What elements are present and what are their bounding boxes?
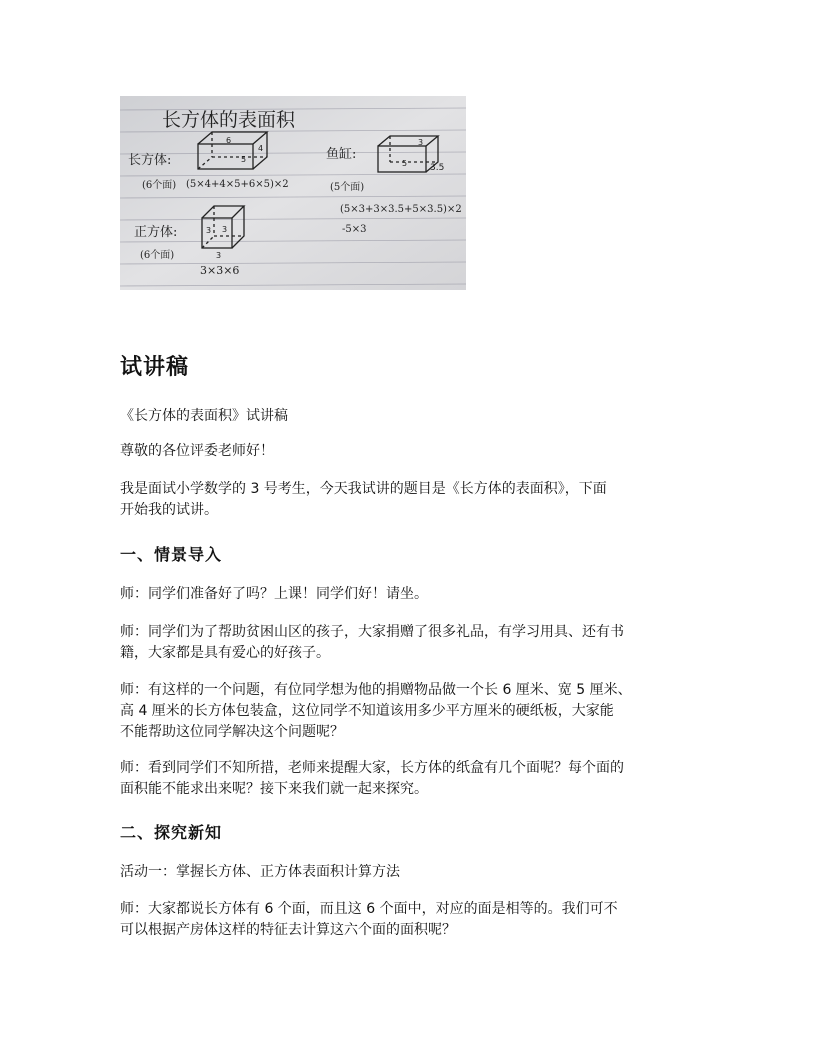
cuboid-faces: (6个面) — [142, 180, 177, 191]
paragraph-teacher-3-line-2: 高 4 厘米的长方体包装盒，这位同学不知道该用多少平方厘米的硬纸板，大家能 — [120, 703, 614, 719]
cube-dim-width: 3 — [222, 225, 228, 234]
cube-dim-length: 3 — [216, 251, 222, 260]
fish-tank-label: 鱼缸: — [326, 147, 357, 162]
cube-label: 正方体: — [134, 225, 178, 240]
paragraph-teacher-5-line-2: 可以根据产房体这样的特征去计算这六个面的面积呢？ — [120, 922, 456, 938]
cube-formula: 3×3×6 — [200, 264, 240, 277]
notes-drawing — [120, 96, 466, 290]
notes-heading: 长方体的表面积 — [162, 109, 296, 131]
paragraph-teacher-2-line-2: 籍，大家都是具有爱心的好孩子。 — [120, 645, 330, 661]
paragraph-activity-1: 活动一：掌握长方体、正方体表面积计算方法 — [120, 864, 400, 880]
fish-tank-faces: (5个面) — [330, 182, 365, 193]
cube-dim-height: 3 — [206, 226, 212, 235]
cuboid-label: 长方体: — [128, 153, 172, 168]
fish-tank-dim-length: 5 — [402, 159, 408, 168]
cuboid-dim-length: 6 — [226, 136, 232, 145]
paragraph-teacher-4-line-1: 师：看到同学们不知所措，老师来提醒大家，长方体的纸盒有几个面呢？每个面的 — [120, 760, 624, 776]
paragraph-lecture-title: 《长方体的表面积》试讲稿 — [120, 408, 288, 424]
section-heading-1: 一、情景导入 — [120, 545, 223, 564]
paragraph-teacher-2-line-1: 师：同学们为了帮助贫困山区的孩子，大家捐赠了很多礼品，有学习用具、还有书 — [120, 624, 624, 640]
cuboid-dim-width: 5 — [241, 155, 247, 164]
paragraph-teacher-1: 师：同学们准备好了吗？上课！同学们好！请坐。 — [120, 586, 428, 602]
page-title: 试讲稿 — [120, 355, 190, 380]
handwritten-notes-photo — [120, 96, 466, 290]
cuboid-dim-height: 4 — [258, 144, 264, 153]
paragraph-teacher-4-line-2: 面积能不能求出来呢？接下来我们就一起来探究。 — [120, 781, 428, 797]
paragraph-teacher-5-line-1: 师：大家都说长方体有 6 个面，而且这 6 个面中，对应的面是相等的。我们可不 — [120, 901, 618, 917]
fish-tank-formula-2: -5×3 — [342, 224, 367, 235]
fish-tank-dim-width: 3 — [418, 138, 424, 147]
paragraph-greeting: 尊敬的各位评委老师好！ — [120, 443, 274, 459]
section-heading-2: 二、探究新知 — [120, 823, 223, 842]
paragraph-intro-line-1: 我是面试小学数学的 3 号考生，今天我试讲的题目是《长方体的表面积》，下面 — [120, 481, 607, 497]
paragraph-teacher-3-line-1: 师：有这样的一个问题，有位同学想为他的捐赠物品做一个长 6 厘米、宽 5 厘米、 — [120, 682, 632, 698]
cube-faces: (6个面) — [140, 250, 175, 261]
paragraph-intro-line-2: 开始我的试讲。 — [120, 502, 218, 518]
paragraph-teacher-3-line-3: 不能帮助这位同学解决这个问题呢？ — [120, 724, 344, 740]
fish-tank-formula-1: (5×3+3×3.5+5×3.5)×2 — [340, 204, 462, 215]
fish-tank-dim-height: 3.5 — [430, 163, 445, 173]
cuboid-formula: (5×4+4×5+6×5)×2 — [186, 179, 289, 190]
